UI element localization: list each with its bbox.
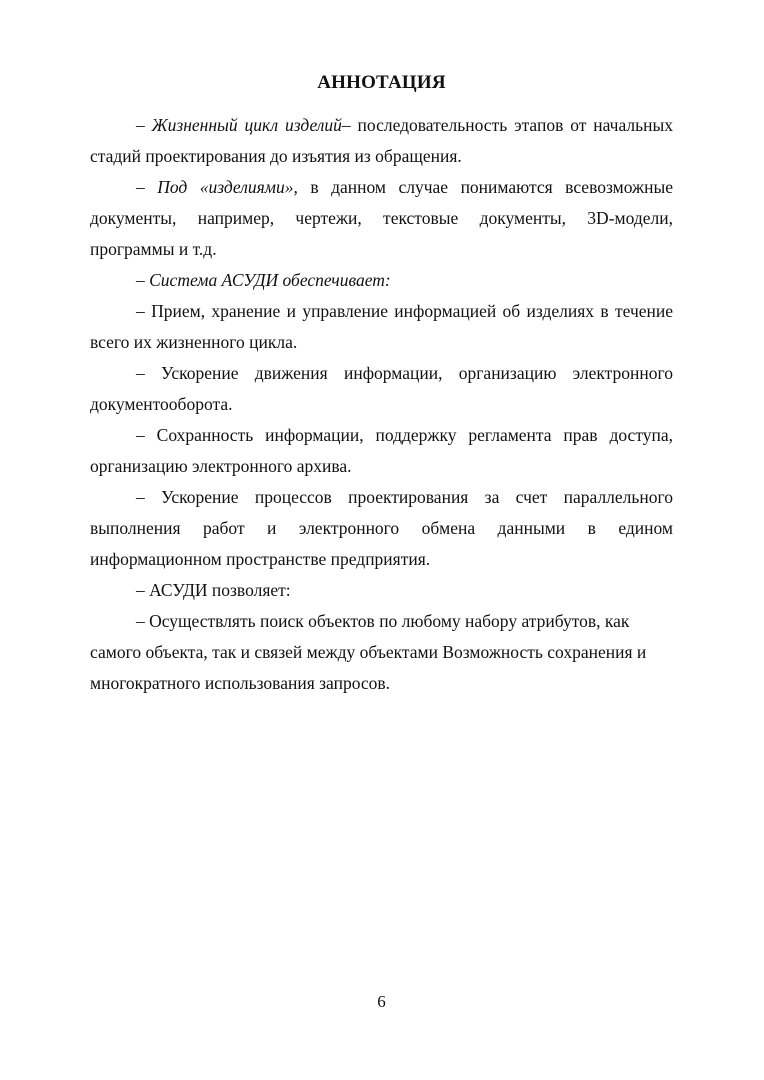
list-dash: –: [136, 611, 145, 631]
list-dash: –: [136, 301, 145, 321]
list-dash: –: [136, 363, 145, 383]
paragraph-reception-storage: [90, 296, 673, 358]
paragraph-system-provides: [90, 265, 673, 296]
paragraph-text: Сохранность информации, поддержку регламента прав доступа, организацию электронного архива.: [90, 425, 673, 476]
paragraph-asudi-allows: [90, 575, 673, 606]
paragraph-text: , в данном случае понимаются всевозможные документы, например, чертежи, текстовые документы, 3D-модели, программы и т.д.: [90, 177, 673, 259]
term-life-cycle: Жизненный цикл изделий: [151, 115, 342, 135]
term-system-provides: Система АСУДИ обеспечивает:: [149, 270, 391, 290]
list-dash: –: [136, 177, 145, 197]
paragraph-text: Осуществлять поиск объектов по любому набору атрибутов, как самого объекта, так и связей между объектами Возможность сохранения и многократного использования запросов.: [90, 611, 647, 693]
paragraph-acceleration-design: [90, 482, 673, 575]
paragraph-products: [90, 172, 673, 265]
paragraph-acceleration-info: [90, 358, 673, 420]
paragraph-search-objects: [90, 606, 673, 699]
list-dash: –: [136, 270, 145, 290]
list-dash: –: [136, 487, 145, 507]
document-title: АННОТАЦИЯ: [317, 72, 446, 93]
paragraph-life-cycle: [90, 110, 673, 172]
page-number: 6: [377, 992, 386, 1011]
paragraph-text: АСУДИ позволяет:: [149, 580, 291, 600]
paragraph-text: Ускорение движения информации, организацию электронного документооборота.: [90, 363, 673, 414]
paragraph-text: Ускорение процессов проектирования за счет параллельного выполнения работ и электронного обмена данными в едином информационном пространстве предприятия.: [90, 487, 674, 569]
paragraph-text: – последовательность этапов от начальных стадий проектирования до изъятия из обращения.: [90, 115, 673, 166]
list-dash: –: [136, 580, 145, 600]
paragraph-safety-info: [90, 420, 673, 482]
list-dash: –: [136, 115, 145, 135]
document-body: [90, 110, 673, 699]
term-products: Под «изделиями»: [157, 177, 294, 197]
document-page: [90, 0, 673, 1080]
paragraph-text: Прием, хранение и управление информацией об изделиях в течение всего их жизненного цикла.: [90, 301, 674, 352]
list-dash: –: [136, 425, 145, 445]
